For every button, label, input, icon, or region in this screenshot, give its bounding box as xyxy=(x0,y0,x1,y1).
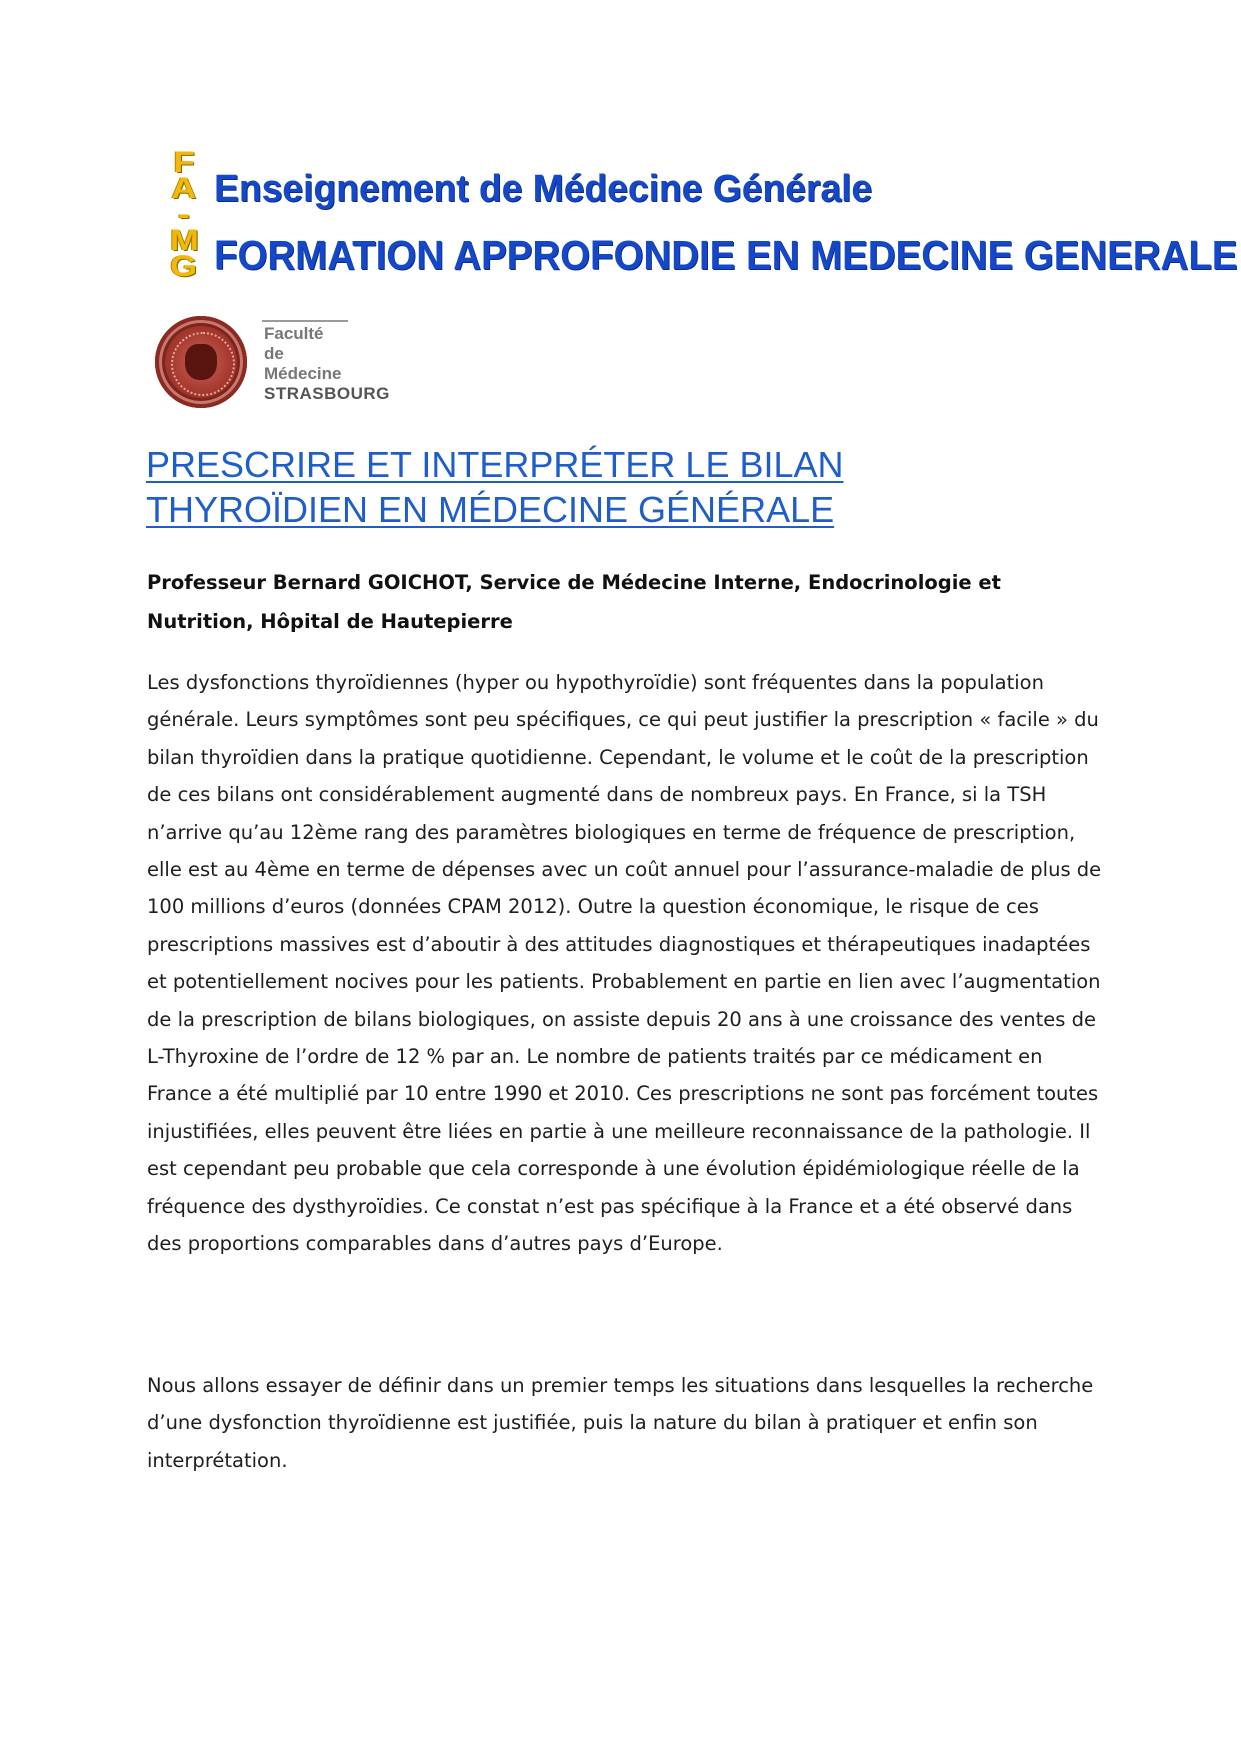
header-banner xyxy=(160,140,1238,300)
faculty-city: STRASBOURG xyxy=(264,384,390,403)
article-paragraph: Les dysfonctions thyroïdiennes (hyper ou hypothyroïdie) sont fréquentes dans la population générale. Leurs symptômes sont peu spécifiques, ce qui peut justifier la prescription « facile » du bilan thyroïdien dans la pratique quotidienne. Cependant, le volume et le coût de la prescription de ces bilans ont considérablement augmenté dans de nombreux pays. En France, si la TSH n’arrive qu’au 12ème rang des paramètres biologiques en terme de fréquence de prescription, elle est au 4ème en terme de dépenses avec un coût annuel pour l’assurance-maladie de plus de 100 millions d’euros (données CPAM 2012). Outre la question économique, le risque de ces prescriptions massives est d’aboutir à des attitudes diagnostiques et thérapeutiques inadaptées et potentiellement nocives pour les patients. Probablement en partie en lien avec l’augmentation de la prescription de bilans biologiques, on assiste depuis 20 ans à une croissance des ventes de L-Thyroxine de l’ordre de 12 % par an. Le nombre de patients traités par ce médicament en France a été multiplié par 10 entre 1990 et 2010. Ces prescriptions ne sont pas forcément toutes injustifiées, elles peuvent être liées en partie à une meilleure reconnaissance de la pathologie. Il est cependant peu probable que cela corresponde à une évolution épidémiologique réelle de la fréquence des dysthyroïdies. Ce constat n’est pas spécifique à la France et a été observé dans des proportions comparables dans d’autres pays d’Europe. xyxy=(147,671,1102,1256)
logo-letter: - xyxy=(178,198,190,231)
logo-letter: A xyxy=(171,172,197,205)
university-seal-icon xyxy=(155,316,247,408)
logo-letter: M xyxy=(169,224,199,257)
article-paragraph: Nous allons essayer de définir dans un premier temps les situations dans lesquelles la recherche d’une dysfonction thyroïdienne est justifiée, puis la nature du bilan à pratiquer et enfin son interprétation. xyxy=(147,1374,1094,1472)
seal-emblem xyxy=(185,344,217,380)
banner-title: Enseignement de Médecine Générale xyxy=(214,168,873,210)
logo-letter: G xyxy=(170,250,198,283)
logo-letter: F xyxy=(173,146,195,179)
fa-mg-logo xyxy=(160,146,208,283)
faculty-divider xyxy=(262,320,348,322)
banner-subtitle: FORMATION APPROFONDIE EN MEDECINE GENERALE xyxy=(214,232,1238,278)
faculty-line: de xyxy=(264,344,284,363)
faculty-line: Faculté xyxy=(264,324,324,343)
faculty-name xyxy=(264,324,390,404)
faculty-line: Médecine xyxy=(264,364,342,383)
article-title-link[interactable]: PRESCRIRE ET INTERPRÉTER LE BILAN THYROÏDIEN EN MÉDECINE GÉNÉRALE xyxy=(146,444,844,530)
article-author: Professeur Bernard GOICHOT, Service de Médecine Interne, Endocrinologie et Nutrition, Hôpital de Hautepierre xyxy=(147,571,1001,633)
